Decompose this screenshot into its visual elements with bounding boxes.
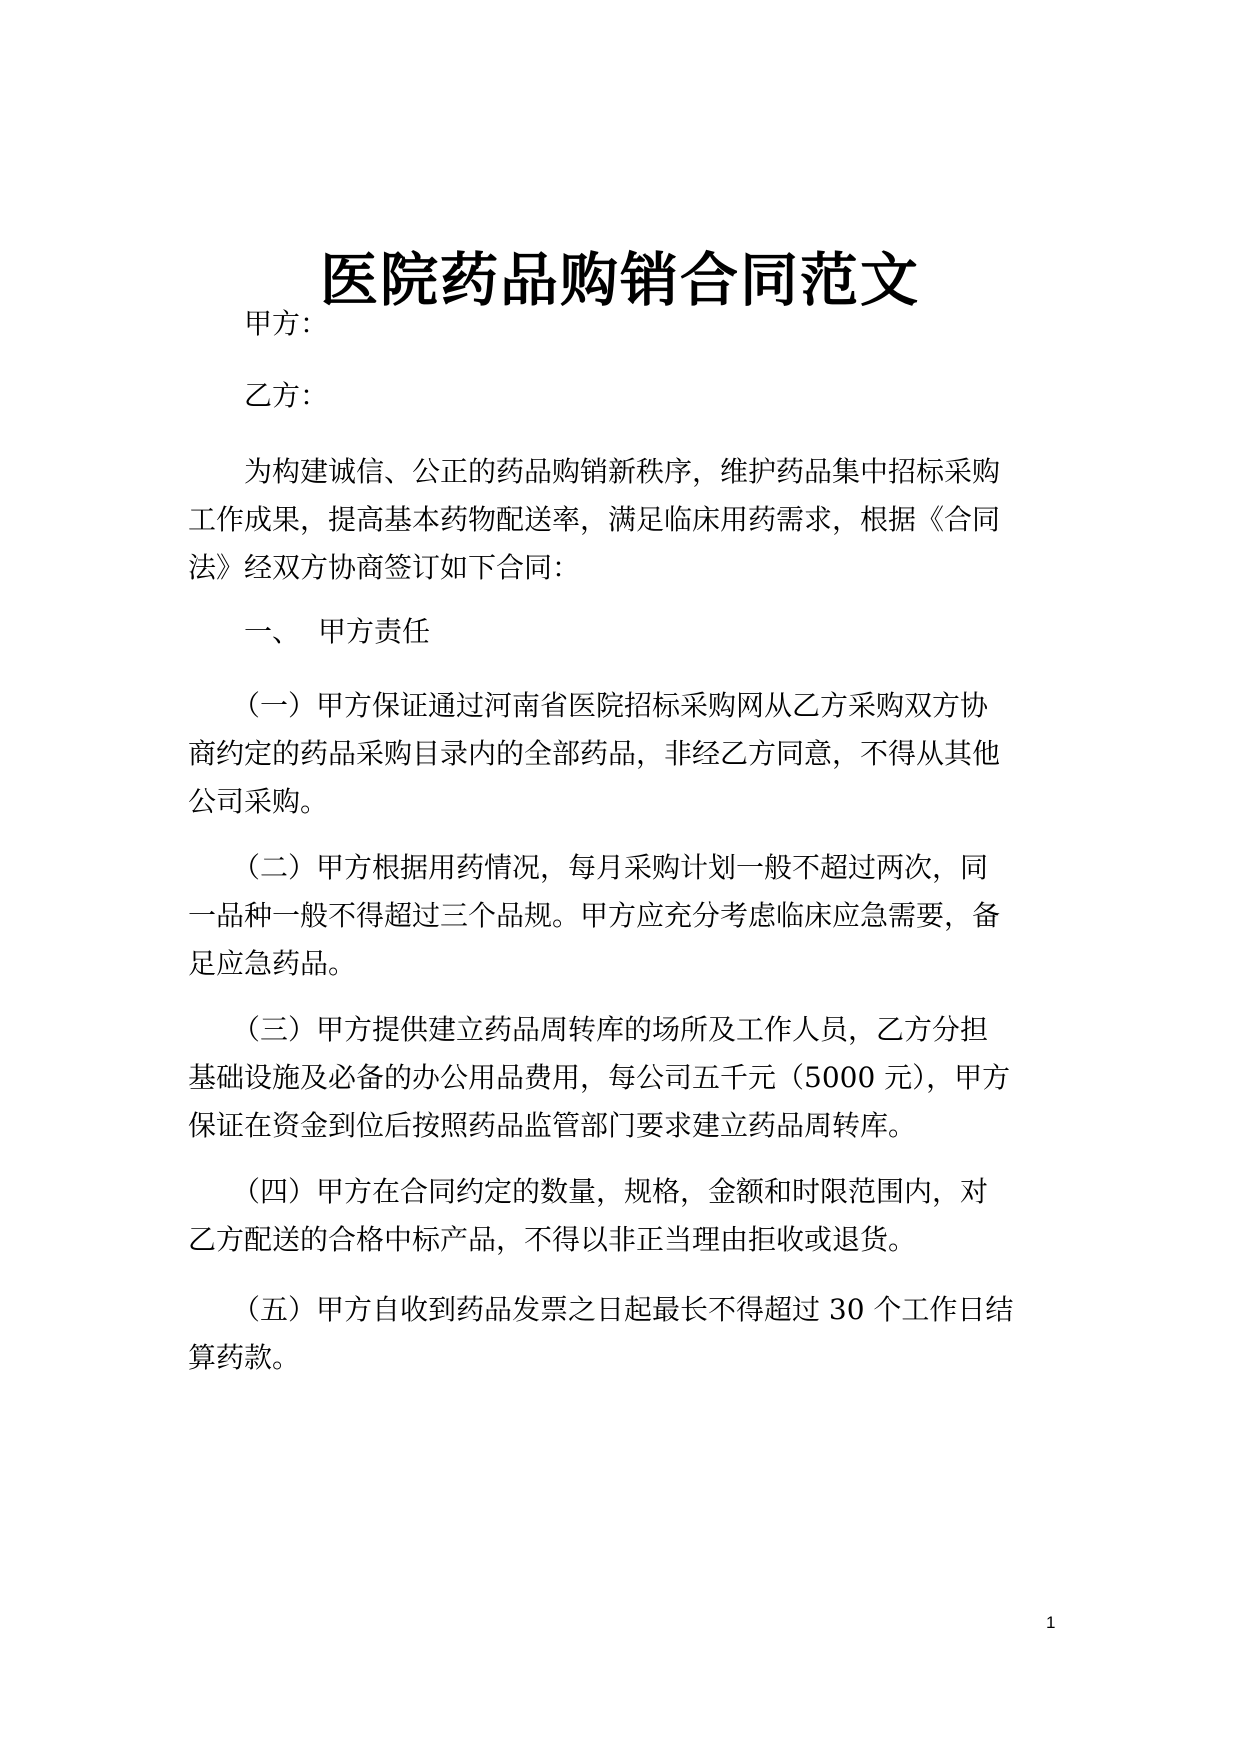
clause-line: 乙方配送的合格中标产品，不得以非正当理由拒收或退货。 [188, 1223, 917, 1256]
preamble-line: 法》经双方协商签订如下合同： [188, 551, 581, 584]
clause-line: （五）甲方自收到药品发票之日起最长不得超过 30 个工作日结 [232, 1293, 1014, 1326]
section-heading [244, 610, 430, 654]
party-a-label: 甲方： [244, 307, 329, 340]
clause-paragraph [188, 682, 1058, 826]
party-b-label: 乙方： [244, 379, 329, 412]
clause-line: 足应急药品。 [188, 947, 357, 980]
document-title: 医院药品购销合同范文 [319, 246, 920, 314]
clause-paragraph [188, 1006, 1058, 1150]
clause-line: 一品种一般不得超过三个品规。甲方应充分考虑临床应急需要，备 [188, 899, 1001, 932]
clause-line: （一）甲方保证通过河南省医院招标采购网从乙方采购双方协 [232, 689, 989, 722]
page-number: 1 [1046, 1613, 1056, 1632]
clause-line: 公司采购。 [188, 785, 329, 818]
clause-paragraph [188, 1286, 1058, 1382]
clause-line: 保证在资金到位后按照药品监管部门要求建立药品周转库。 [188, 1109, 917, 1142]
clause-line: （四）甲方在合同约定的数量，规格，金额和时限范围内，对 [232, 1175, 989, 1208]
clause-line: （二）甲方根据用药情况，每月采购计划一般不超过两次，同 [232, 851, 989, 884]
section-title: 甲方责任 [318, 615, 431, 648]
preamble-line: 为构建诚信、公正的药品购销新秩序，维护药品集中招标采购 [244, 455, 1001, 488]
clause-line: （三）甲方提供建立药品周转库的场所及工作人员，乙方分担 [232, 1013, 989, 1046]
preamble-paragraph [188, 448, 1058, 592]
clause-line: 商约定的药品采购目录内的全部药品，非经乙方同意，不得从其他 [188, 737, 1001, 770]
clause-line: 算药款。 [188, 1341, 301, 1374]
preamble-line: 工作成果，提高基本药物配送率，满足临床用药需求，根据《合同 [188, 503, 1001, 536]
clause-paragraph [188, 1168, 1058, 1264]
clause-line: 基础设施及必备的办公用品费用，每公司五千元（5000 元），甲方 [188, 1061, 1011, 1094]
clause-paragraph [188, 844, 1058, 988]
section-number: 一、 [244, 615, 301, 648]
